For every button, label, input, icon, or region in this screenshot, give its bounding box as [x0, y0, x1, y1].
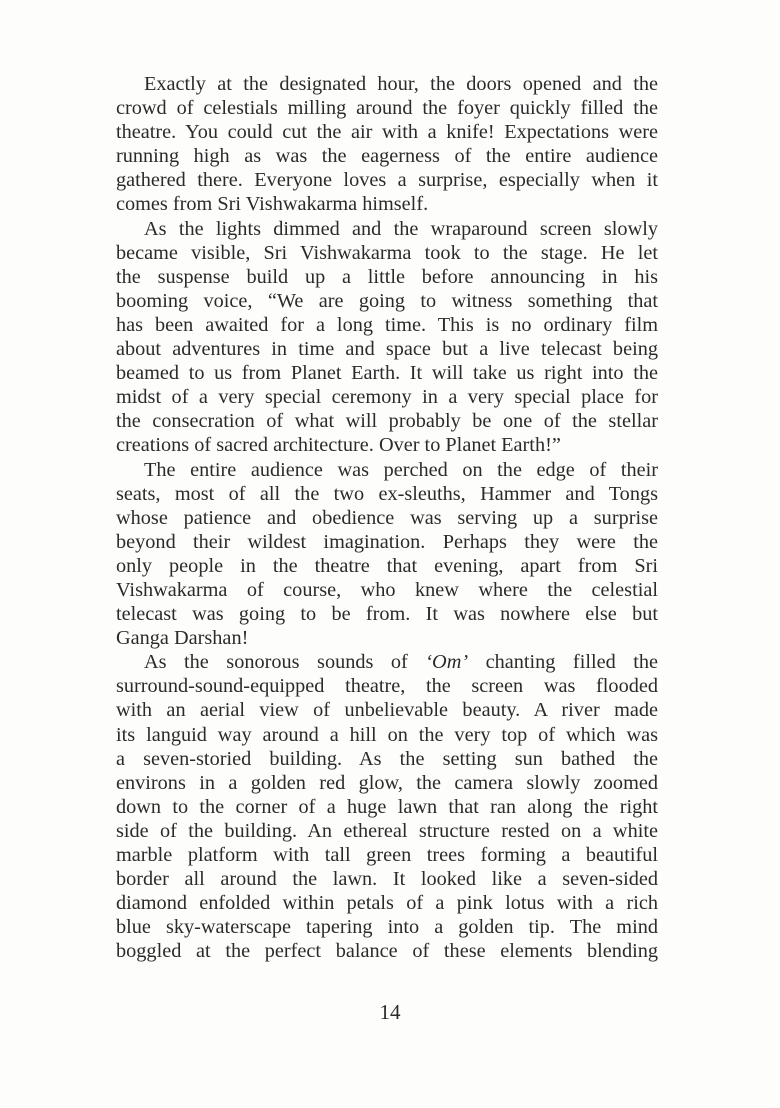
page-number: 14 [379, 1000, 401, 1024]
paragraph-4 [116, 650, 658, 963]
text-line: down to the corner of a huge lawn that ran along the right [116, 795, 658, 818]
text-line: blue sky-waterscape tapering into a golden tip. The mind [116, 916, 658, 939]
text-line: Exactly at the designated hour, the doors opened and the [144, 73, 658, 95]
text-line: theatre. You could cut the air with a knife! Expectations were [116, 121, 658, 144]
text-line: crowd of celestials milling around the foyer quickly filled the [116, 97, 658, 120]
text-line: surround-sound-equipped theatre, the screen was flooded [116, 675, 658, 698]
text-line: environs in a golden red glow, the camera slowly zoomed [116, 771, 658, 794]
body-text [116, 72, 658, 963]
text-fragment: chanting filled the [468, 651, 659, 674]
text-line [116, 650, 658, 674]
text-line: As the lights dimmed and the wraparound screen slowly [144, 217, 658, 240]
text-fragment: As the sonorous sounds of [144, 651, 426, 674]
text-line: midst of a very special ceremony in a very special place for [116, 386, 658, 409]
text-line: creations of sacred architecture. Over to Planet Earth!” [116, 434, 561, 457]
text-line: The entire audience was perched on the edge of their [144, 458, 658, 481]
text-line: with an aerial view of unbelievable beauty. A river made [116, 699, 658, 722]
text-line: seats, most of all the two ex-sleuths, Hammer and Tongs [116, 482, 658, 505]
text-line: only people in the theatre that evening, apart from Sri [116, 554, 658, 577]
text-line: a seven-storied building. As the setting sun bathed the [116, 747, 658, 770]
text-line: running high as was the eagerness of the entire audience [116, 145, 658, 168]
text-line: diamond enfolded within petals of a pink lotus with a rich [116, 892, 658, 915]
text-line: its languid way around a hill on the very top of which was [116, 723, 658, 746]
text-line: about adventures in time and space but a live telecast being [116, 338, 658, 361]
text-line: side of the building. An ethereal structure rested on a white [116, 819, 658, 842]
text-line: Ganga Darshan! [116, 627, 249, 650]
text-line: booming voice, “We are going to witness something that [116, 289, 658, 312]
text-line: comes from Sri Vishwakarma himself. [116, 193, 429, 216]
text-line: became visible, Sri Vishwakarma took to the stage. He let [116, 241, 658, 264]
text-line: boggled at the perfect balance of these elements blending [116, 940, 658, 963]
om-italic-word: ‘Om’ [425, 651, 469, 674]
text-line: the consecration of what will probably be one of the stellar [116, 410, 658, 433]
paragraph-1 [116, 72, 658, 217]
text-line: gathered there. Everyone loves a surprise, especially when it [116, 169, 658, 192]
text-line: marble platform with tall green trees forming a beautiful [116, 844, 658, 866]
text-line: Vishwakarma of course, who knew where the celestial [116, 578, 658, 601]
text-line: whose patience and obedience was serving up a surprise [116, 506, 658, 529]
text-line: has been awaited for a long time. This is no ordinary film [116, 313, 658, 336]
text-line: border all around the lawn. It looked like a seven-sided [116, 868, 658, 891]
text-line: telecast was going to be from. It was nowhere else but [116, 603, 658, 626]
paragraph-2 [116, 217, 658, 458]
text-line: beamed to us from Planet Earth. It will take us right into the [116, 362, 658, 385]
text-line: the suspense build up a little before announcing in his [116, 265, 658, 288]
paragraph-3 [116, 458, 658, 651]
text-line: beyond their wildest imagination. Perhaps they were the [116, 530, 658, 553]
